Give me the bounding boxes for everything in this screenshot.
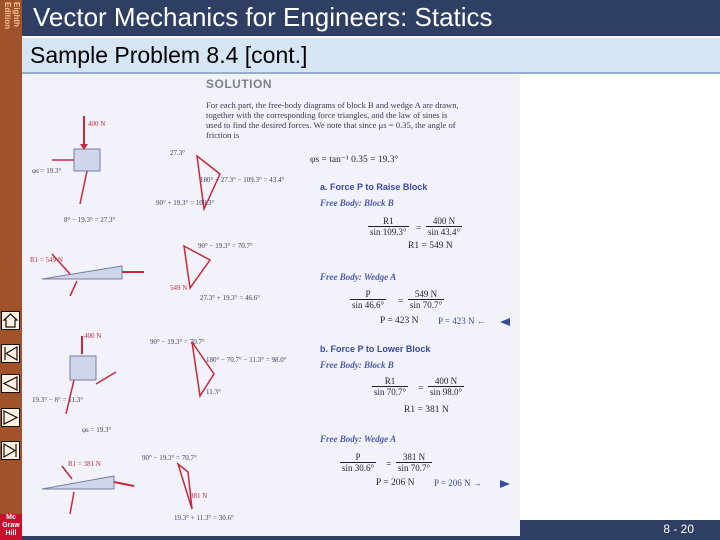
next-slide-button[interactable] — [1, 408, 20, 427]
part-a-wedge-frac-right — [408, 289, 444, 310]
last-slide-button[interactable] — [1, 441, 20, 460]
fig-label-90a: 90° + 19.3° = 109.3° — [156, 199, 215, 207]
fig-label-r1-381: R1 = 381 N — [68, 460, 101, 468]
fig-label-r1-549: R1 = 549 N — [30, 256, 63, 264]
part-a-block-frac-left — [368, 216, 409, 237]
frac-denominator: sin 43.4° — [428, 227, 461, 237]
fig-label-306: 19.3° + 11.3° = 30.6° — [174, 514, 234, 522]
fig-label-70a: 90° − 19.3° = 70.7° — [198, 242, 253, 250]
solution-paragraph-line: together with the corresponding force triangles, and the law of sines is — [206, 110, 448, 120]
previous-slide-button[interactable] — [1, 374, 20, 393]
next-icon — [2, 409, 19, 426]
fig-label-8a: 8° − 19.3° = 27.3° — [64, 216, 116, 224]
solution-paragraph-line: used to find the desired forces. We note that since μs = 0.35, the angle of — [206, 120, 456, 130]
block-b-a — [74, 149, 100, 171]
fig-label-70b: 90° − 19.3° = 70.7° — [150, 338, 205, 346]
r3-arrow-b — [70, 492, 74, 514]
fig-label-400-top: 400 N — [88, 120, 106, 128]
home-icon — [2, 312, 19, 329]
fig-label-113a: 19.3° − 8° = 11.3° — [32, 396, 84, 404]
friction-equation: φs = tan⁻¹ 0.35 = 19.3° — [310, 155, 399, 165]
equals-sign: = — [418, 384, 424, 394]
frac-numerator: R1 — [368, 216, 409, 227]
frac-denominator: sin 98.0° — [430, 387, 463, 397]
footer-bar — [520, 520, 720, 540]
fig-label-180b: 180° − 70.7° − 11.3° = 98.0° — [206, 356, 287, 364]
last-icon — [2, 442, 19, 459]
part-a-block-heading: Free Body: Block B — [320, 198, 394, 208]
solution-paragraph-line: friction is — [206, 130, 240, 140]
edition-label: Eighth Edition — [3, 2, 21, 30]
header-bar — [0, 0, 720, 36]
part-b-block-heading: Free Body: Block B — [320, 360, 394, 370]
equals-sign: = — [398, 297, 404, 307]
part-a-wedge-result: P = 423 N — [380, 316, 419, 326]
part-a-wedge-frac-left — [350, 289, 386, 310]
answer-arrow-b — [500, 480, 510, 488]
part-b-answer: P = 206 N → — [434, 478, 482, 488]
bottom-strip — [22, 536, 520, 540]
frac-numerator: P — [350, 289, 386, 300]
part-b-wedge-frac-left — [340, 452, 376, 473]
part-b-heading: b. Force P to Lower Block — [320, 344, 431, 354]
publisher-logo: Mc Graw Hill — [0, 514, 22, 540]
part-b-block-frac-right — [428, 376, 464, 397]
page-number: 8 - 20 — [663, 522, 694, 536]
fig-label-70c: 90° − 19.3° = 70.7° — [142, 454, 197, 462]
force-triangle-b2 — [178, 464, 192, 509]
frac-numerator: P — [340, 452, 376, 463]
part-b-wedge-frac-right — [396, 452, 432, 473]
part-b-wedge-result: P = 206 N — [376, 478, 415, 488]
page-title: Vector Mechanics for Engineers: Statics — [33, 2, 493, 32]
wedge-a-b — [42, 476, 114, 489]
previous-icon — [2, 375, 19, 392]
part-b-block-result: R1 = 381 N — [404, 405, 449, 415]
fig-label-phi-b: φs = 19.3° — [82, 426, 112, 434]
solution-paragraph — [206, 100, 510, 140]
slide-subtitle: Sample Problem 8.4 [cont.] — [30, 42, 308, 68]
solution-paragraph-line: For each part, the free-body diagrams of block B and wedge A are drawn, — [206, 100, 459, 110]
part-b-block-frac-left — [372, 376, 408, 397]
r3-arrow-a — [70, 281, 77, 296]
frac-numerator: 400 N — [426, 216, 462, 227]
first-icon — [2, 345, 19, 362]
fig-label-180a: 180° − 27.3° − 109.3° = 43.4° — [200, 176, 285, 184]
frac-numerator: R1 — [372, 376, 408, 387]
frac-denominator: sin 30.6° — [342, 463, 375, 473]
p-arrow-b — [114, 482, 134, 486]
answer-arrow-a — [500, 318, 510, 326]
subtitle-bar — [22, 38, 720, 74]
part-a-block-result: R1 = 549 N — [408, 241, 453, 251]
fig-label-27: 27.3° — [170, 149, 186, 157]
part-a-block-frac-right — [426, 216, 462, 237]
frac-numerator: 381 N — [396, 452, 432, 463]
frac-denominator: sin 70.7° — [410, 300, 443, 310]
free-body-diagrams — [22, 74, 520, 540]
frac-numerator: 549 N — [408, 289, 444, 300]
r2-arrow-b — [96, 372, 116, 384]
part-a-wedge-heading: Free Body: Wedge A — [320, 272, 397, 282]
first-slide-button[interactable] — [1, 344, 20, 363]
frac-numerator: 400 N — [428, 376, 464, 387]
block-b-b — [70, 356, 96, 380]
fig-label-466: 27.3° + 19.3° = 46.6° — [200, 294, 261, 302]
force-triangle-a2 — [184, 246, 210, 288]
wedge-a-a — [42, 266, 122, 279]
fig-label-400-bottom: 400 N — [84, 332, 102, 340]
equals-sign: = — [416, 224, 422, 234]
frac-denominator: sin 70.7° — [398, 463, 431, 473]
fig-label-549: 549 N — [170, 284, 188, 292]
home-button[interactable] — [1, 311, 20, 330]
fig-label-381: 381 N — [190, 492, 208, 500]
part-b-wedge-heading: Free Body: Wedge A — [320, 434, 397, 444]
frac-denominator: sin 46.6° — [352, 300, 385, 310]
solution-scan — [22, 74, 520, 540]
part-a-answer: P = 423 N ← — [438, 316, 486, 326]
frac-denominator: sin 109.3° — [370, 227, 407, 237]
r1-arrow-a — [80, 171, 87, 204]
part-a-heading: a. Force P to Raise Block — [320, 182, 428, 192]
frac-denominator: sin 70.7° — [374, 387, 407, 397]
fig-label-phi-a: φs = 19.3° — [32, 167, 62, 175]
solution-heading: SOLUTION — [206, 77, 272, 91]
equals-sign: = — [386, 460, 392, 470]
fig-label-113b: 11.3° — [206, 388, 221, 396]
